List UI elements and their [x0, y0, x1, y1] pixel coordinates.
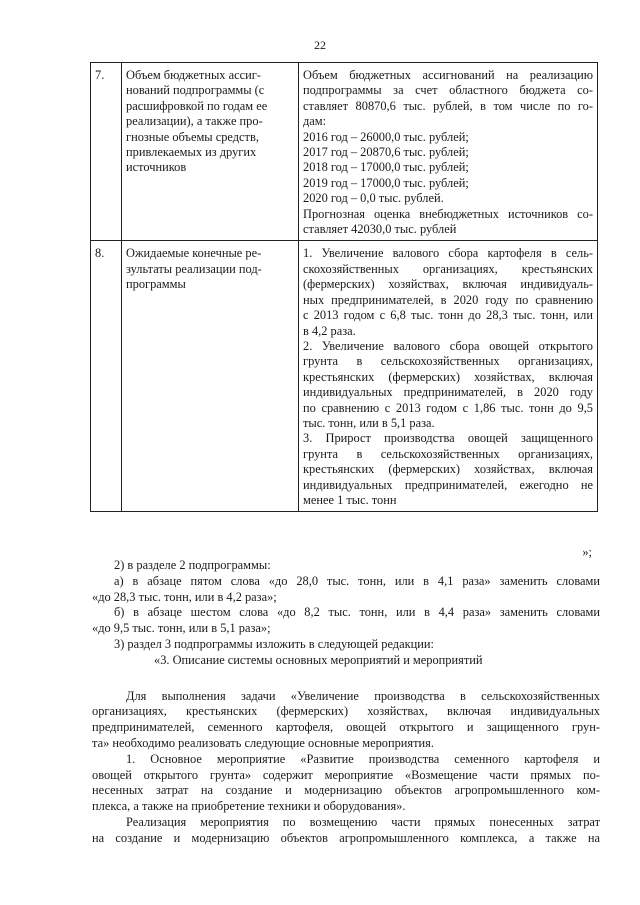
cell-line: скохозяйственных организациях, крестьянских — [303, 261, 593, 276]
section-heading: «3. Описание системы основных мероприятий и мероприятий — [154, 652, 483, 667]
cell-line: по сравнению с 2013 годом с 1,86 тыс. тонн до 9,5 — [303, 400, 593, 415]
paragraph-line: та» необходимо реализовать следующие основные мероприятия. — [92, 735, 434, 750]
cell-line: крестьянских (фермерских) хозяйствах, включая — [303, 369, 593, 384]
row-name-cell — [122, 63, 299, 241]
program-passport-table — [90, 62, 598, 512]
cell-line: Прогнозная оценка внебюджетных источников со- — [303, 206, 593, 221]
row-number: 7. — [91, 63, 122, 241]
cell-line: подпрограммы за счет областного бюджета со- — [303, 83, 593, 98]
cell-line: с 2013 годом с 6,8 тыс. тонн до 28,3 тыс. тонн, или — [303, 308, 593, 323]
paragraph-line: несенных затрат на создание и модернизацию объектов агропромышленного ком- — [92, 783, 600, 798]
cell-line: индивидуальных предпринимателей, ежегодно не — [303, 477, 593, 492]
cell-line: зультаты реализации под- — [126, 261, 262, 276]
cell-line: менее 1 тыс. тонн — [303, 492, 397, 507]
closing-quote: »; — [582, 545, 592, 559]
table-row-7 — [91, 63, 598, 241]
paragraph-line: 1. Основное мероприятие «Развитие производства семенного картофеля и — [126, 751, 600, 766]
amendment-a-line: «до 28,3 тыс. тонн, или в 4,2 раза»; — [92, 589, 277, 604]
row-number: 8. — [91, 241, 122, 512]
cell-line: грунта в сельскохозяйственных организациях, — [303, 354, 593, 369]
cell-line: ставляет 42030,0 тыс. рублей — [303, 222, 457, 237]
cell-line: в 4,2 раза. — [303, 323, 356, 338]
amendment-item-2: 2) в разделе 2 подпрограммы: — [114, 558, 271, 572]
cell-line: 2018 год – 17000,0 тыс. рублей; — [303, 160, 469, 175]
paragraph-line: на создание и модернизацию объектов агропромышленного комплекса, а также на — [92, 830, 600, 845]
cell-line: реализации), а также про- — [126, 114, 263, 129]
paragraph-gap — [92, 669, 600, 689]
row-name-cell — [122, 241, 299, 512]
row-value-cell — [299, 63, 598, 241]
cell-line: программы — [126, 277, 186, 292]
cell-line: 2016 год – 26000,0 тыс. рублей; — [303, 129, 469, 144]
cell-line: Ожидаемые конечные ре- — [126, 246, 262, 261]
cell-line: индивидуальных предпринимателей, в 2020 году — [303, 385, 593, 400]
cell-line: грунта в сельскохозяйственных организациях, — [303, 446, 593, 461]
cell-line: ных предпринимателей, в 2020 году по сравнению — [303, 292, 593, 307]
cell-line: 2019 год – 17000,0 тыс. рублей; — [303, 175, 469, 190]
cell-line: дам: — [303, 114, 327, 129]
cell-line: Объем бюджетных ассигнований на реализацию — [303, 68, 593, 82]
cell-line: 2020 год – 0,0 тыс. рублей. — [303, 191, 444, 206]
paragraph-line: Для выполнения задачи «Увеличение производства в сельскохозяйственных — [126, 688, 600, 703]
document-body — [92, 558, 600, 847]
amendment-b-line: б) в абзаце шестом слова «до 8,2 тыс. тонн, или в 4,4 раза» заменить словами — [114, 605, 600, 620]
cell-line: Объем бюджетных ассиг- — [126, 68, 261, 82]
amendment-b-line: «до 9,5 тыс. тонн, или в 5,1 раза»; — [92, 621, 271, 636]
cell-line: ставляет 80870,6 тыс. рублей, в том числе по го- — [303, 98, 593, 113]
cell-line: нований подпрограммы (с — [126, 83, 265, 98]
cell-line: тыс. тонн, или в 5,1 раза. — [303, 415, 435, 430]
cell-line: 2017 год – 20870,6 тыс. рублей; — [303, 145, 469, 160]
cell-line: 3. Прирост производства овощей защищенного — [303, 431, 593, 446]
amendment-item-3: 3) раздел 3 подпрограммы изложить в следующей редакции: — [114, 636, 434, 651]
cell-line: расшифровкой по годам ее — [126, 98, 268, 113]
cell-line: гнозные объемы средств, — [126, 129, 259, 144]
cell-line: 1. Увеличение валового сбора картофеля в сель- — [303, 246, 593, 261]
table-row-8 — [91, 241, 598, 512]
amendment-a-line: а) в абзаце пятом слова «до 28,0 тыс. тонн, или в 4,1 раза» заменить словами — [114, 573, 600, 588]
cell-line: 2. Увеличение валового сбора овощей открытого — [303, 338, 593, 353]
page-number: 22 — [314, 38, 326, 52]
paragraph-line: плекса, а также на приобретение техники и оборудования». — [92, 799, 406, 814]
paragraph-line: предпринимателей, семенного картофеля, овощей открытого и защищенного грун- — [92, 720, 600, 735]
paragraph-line: организациях, крестьянских (фермерских) хозяйствах, включая индивидуальных — [92, 704, 600, 719]
cell-line: (фермерских) хозяйствах, включая индивидуаль- — [303, 277, 593, 292]
cell-line: источников — [126, 160, 187, 175]
cell-line: крестьянских (фермерских) хозяйствах, включая — [303, 462, 593, 477]
paragraph-line: Реализация мероприятия по возмещению части прямых понесенных затрат — [126, 814, 600, 829]
row-value-cell — [299, 241, 598, 512]
paragraph-line: овощей открытого грунта» содержит мероприятие «Возмещение части прямых по- — [92, 767, 600, 782]
cell-line: привлекаемых из других — [126, 145, 257, 160]
